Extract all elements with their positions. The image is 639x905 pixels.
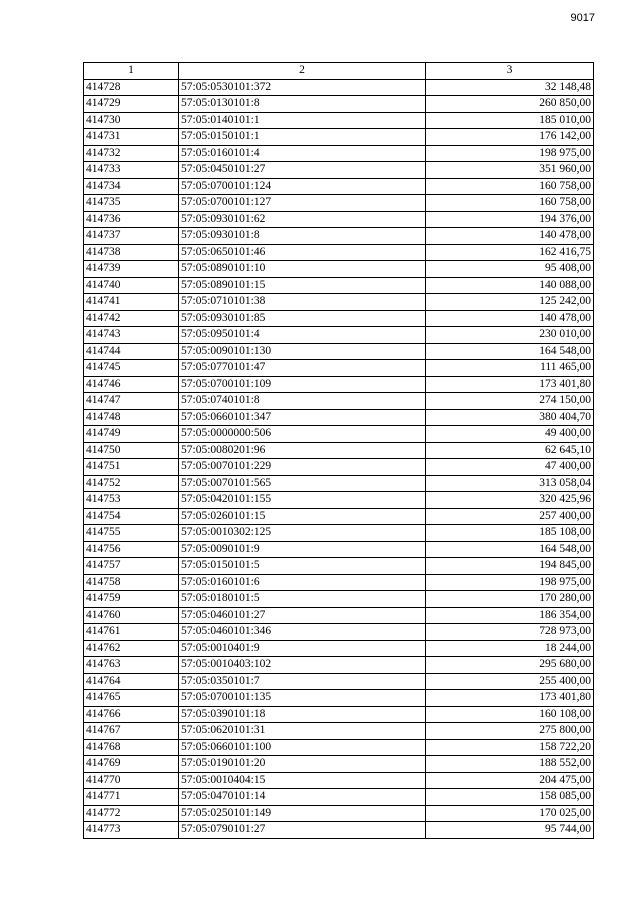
cadastral-number-cell: 57:05:0070101:565 [179,475,426,492]
row-number-cell: 414751 [84,459,179,476]
value-cell: 111 465,00 [426,360,594,377]
header-row [84,63,594,80]
cadastral-number-cell: 57:05:0180101:5 [179,591,426,608]
cadastral-number-cell: 57:05:0660101:347 [179,409,426,426]
value-cell: 351 960,00 [426,162,594,179]
row-number-cell: 414756 [84,541,179,558]
table-header [84,63,594,80]
table-row [84,360,594,377]
row-number-cell: 414745 [84,360,179,377]
table-row [84,739,594,756]
value-cell: 320 425,96 [426,492,594,509]
value-cell: 176 142,00 [426,129,594,146]
row-number-cell: 414763 [84,657,179,674]
cadastral-number-cell: 57:05:0160101:4 [179,145,426,162]
row-number-cell: 414735 [84,195,179,212]
value-cell: 18 244,00 [426,640,594,657]
table-row [84,459,594,476]
table-row [84,525,594,542]
value-cell: 140 478,00 [426,310,594,327]
table-row [84,822,594,839]
value-cell: 230 010,00 [426,327,594,344]
cadastral-number-cell: 57:05:0350101:7 [179,673,426,690]
cadastral-number-cell: 57:05:0620101:31 [179,723,426,740]
cadastral-number-cell: 57:05:0250101:149 [179,805,426,822]
value-cell: 275 800,00 [426,723,594,740]
cadastral-number-cell: 57:05:0130101:8 [179,96,426,113]
value-cell: 173 401,80 [426,376,594,393]
row-number-cell: 414728 [84,79,179,96]
value-cell: 194 376,00 [426,211,594,228]
table-row [84,723,594,740]
row-number-cell: 414772 [84,805,179,822]
table-row [84,772,594,789]
value-cell: 194 845,00 [426,558,594,575]
table-row [84,178,594,195]
data-table [83,62,594,839]
row-number-cell: 414755 [84,525,179,542]
table-row [84,591,594,608]
column-header: 2 [179,63,426,80]
row-number-cell: 414770 [84,772,179,789]
table-row [84,277,594,294]
table-row [84,162,594,179]
table-row [84,327,594,344]
value-cell: 49 400,00 [426,426,594,443]
row-number-cell: 414732 [84,145,179,162]
value-cell: 204 475,00 [426,772,594,789]
row-number-cell: 414733 [84,162,179,179]
cadastral-number-cell: 57:05:0770101:47 [179,360,426,377]
table-row [84,492,594,509]
cadastral-number-cell: 57:05:0700101:135 [179,690,426,707]
row-number-cell: 414744 [84,343,179,360]
row-number-cell: 414761 [84,624,179,641]
value-cell: 158 722,20 [426,739,594,756]
table-row [84,211,594,228]
row-number-cell: 414759 [84,591,179,608]
value-cell: 164 548,00 [426,541,594,558]
value-cell: 140 088,00 [426,277,594,294]
cadastral-number-cell: 57:05:0660101:100 [179,739,426,756]
table-row [84,79,594,96]
cadastral-number-cell: 57:05:0090101:130 [179,343,426,360]
cadastral-number-cell: 57:05:0010404:15 [179,772,426,789]
value-cell: 170 025,00 [426,805,594,822]
cadastral-number-cell: 57:05:0260101:15 [179,508,426,525]
row-number-cell: 414742 [84,310,179,327]
value-cell: 158 085,00 [426,789,594,806]
value-cell: 62 645,10 [426,442,594,459]
table-row [84,607,594,624]
table-body [84,79,594,838]
row-number-cell: 414747 [84,393,179,410]
table-row [84,310,594,327]
table-row [84,475,594,492]
cadastral-number-cell: 57:05:0460101:27 [179,607,426,624]
row-number-cell: 414734 [84,178,179,195]
table-row [84,96,594,113]
value-cell: 160 758,00 [426,178,594,195]
cadastral-number-cell: 57:05:0890101:10 [179,261,426,278]
cadastral-number-cell: 57:05:0700101:127 [179,195,426,212]
cadastral-number-cell: 57:05:0000000:506 [179,426,426,443]
value-cell: 164 548,00 [426,343,594,360]
value-cell: 32 148,48 [426,79,594,96]
cadastral-number-cell: 57:05:0890101:15 [179,277,426,294]
table-row [84,129,594,146]
row-number-cell: 414764 [84,673,179,690]
table-row [84,112,594,129]
row-number-cell: 414752 [84,475,179,492]
cadastral-number-cell: 57:05:0080201:96 [179,442,426,459]
table-row [84,756,594,773]
row-number-cell: 414762 [84,640,179,657]
value-cell: 260 850,00 [426,96,594,113]
table-row [84,789,594,806]
value-cell: 186 354,00 [426,607,594,624]
value-cell: 380 404,70 [426,409,594,426]
cadastral-number-cell: 57:05:0090101:9 [179,541,426,558]
cadastral-number-cell: 57:05:0930101:8 [179,228,426,245]
value-cell: 274 150,00 [426,393,594,410]
table-row [84,442,594,459]
row-number-cell: 414743 [84,327,179,344]
table-row [84,261,594,278]
cadastral-number-cell: 57:05:0150101:1 [179,129,426,146]
row-number-cell: 414769 [84,756,179,773]
cadastral-number-cell: 57:05:0450101:27 [179,162,426,179]
cadastral-number-cell: 57:05:0460101:346 [179,624,426,641]
row-number-cell: 414771 [84,789,179,806]
cadastral-number-cell: 57:05:0700101:124 [179,178,426,195]
table-row [84,426,594,443]
value-cell: 173 401,80 [426,690,594,707]
row-number-cell: 414730 [84,112,179,129]
value-cell: 125 242,00 [426,294,594,311]
cadastral-number-cell: 57:05:0070101:229 [179,459,426,476]
row-number-cell: 414731 [84,129,179,146]
row-number-cell: 414740 [84,277,179,294]
value-cell: 160 758,00 [426,195,594,212]
table-row [84,541,594,558]
cadastral-number-cell: 57:05:0930101:85 [179,310,426,327]
value-cell: 728 973,00 [426,624,594,641]
column-header: 3 [426,63,594,80]
row-number-cell: 414748 [84,409,179,426]
cadastral-number-cell: 57:05:0010302:125 [179,525,426,542]
table-row [84,805,594,822]
cadastral-number-cell: 57:05:0390101:18 [179,706,426,723]
cadastral-number-cell: 57:05:0140101:1 [179,112,426,129]
value-cell: 198 975,00 [426,574,594,591]
value-cell: 95 744,00 [426,822,594,839]
cadastral-number-cell: 57:05:0790101:27 [179,822,426,839]
cadastral-number-cell: 57:05:0950101:4 [179,327,426,344]
row-number-cell: 414741 [84,294,179,311]
row-number-cell: 414773 [84,822,179,839]
value-cell: 162 416,75 [426,244,594,261]
row-number-cell: 414749 [84,426,179,443]
value-cell: 295 680,00 [426,657,594,674]
table-row [84,706,594,723]
cadastral-number-cell: 57:05:0160101:6 [179,574,426,591]
value-cell: 188 552,00 [426,756,594,773]
value-cell: 95 408,00 [426,261,594,278]
cadastral-number-cell: 57:05:0420101:155 [179,492,426,509]
table-row [84,508,594,525]
value-cell: 257 400,00 [426,508,594,525]
table-row [84,673,594,690]
cadastral-number-cell: 57:05:0700101:109 [179,376,426,393]
row-number-cell: 414750 [84,442,179,459]
row-number-cell: 414736 [84,211,179,228]
value-cell: 170 280,00 [426,591,594,608]
table-row [84,624,594,641]
value-cell: 313 058,04 [426,475,594,492]
value-cell: 185 010,00 [426,112,594,129]
table-row [84,244,594,261]
row-number-cell: 414729 [84,96,179,113]
table-row [84,657,594,674]
cadastral-number-cell: 57:05:0010401:9 [179,640,426,657]
table-row [84,409,594,426]
table-row [84,195,594,212]
row-number-cell: 414760 [84,607,179,624]
value-cell: 160 108,00 [426,706,594,723]
row-number-cell: 414753 [84,492,179,509]
cadastral-number-cell: 57:05:0150101:5 [179,558,426,575]
value-cell: 185 108,00 [426,525,594,542]
table-row [84,294,594,311]
row-number-cell: 414766 [84,706,179,723]
table-row [84,574,594,591]
row-number-cell: 414738 [84,244,179,261]
value-cell: 140 478,00 [426,228,594,245]
row-number-cell: 414758 [84,574,179,591]
value-cell: 255 400,00 [426,673,594,690]
table-row [84,145,594,162]
cadastral-number-cell: 57:05:0470101:14 [179,789,426,806]
table-row [84,640,594,657]
table-row [84,393,594,410]
row-number-cell: 414746 [84,376,179,393]
value-cell: 198 975,00 [426,145,594,162]
row-number-cell: 414768 [84,739,179,756]
table-row [84,228,594,245]
table-row [84,558,594,575]
cadastral-number-cell: 57:05:0650101:46 [179,244,426,261]
cadastral-number-cell: 57:05:0530101:372 [179,79,426,96]
cadastral-number-cell: 57:05:0010403:102 [179,657,426,674]
row-number-cell: 414739 [84,261,179,278]
page-number: 9017 [570,12,595,24]
table-row [84,343,594,360]
cadastral-number-cell: 57:05:0740101:8 [179,393,426,410]
column-header: 1 [84,63,179,80]
value-cell: 47 400,00 [426,459,594,476]
cadastral-number-cell: 57:05:0190101:20 [179,756,426,773]
table-row [84,376,594,393]
table-row [84,690,594,707]
row-number-cell: 414737 [84,228,179,245]
row-number-cell: 414767 [84,723,179,740]
row-number-cell: 414757 [84,558,179,575]
cadastral-number-cell: 57:05:0930101:62 [179,211,426,228]
cadastral-number-cell: 57:05:0710101:38 [179,294,426,311]
row-number-cell: 414765 [84,690,179,707]
row-number-cell: 414754 [84,508,179,525]
